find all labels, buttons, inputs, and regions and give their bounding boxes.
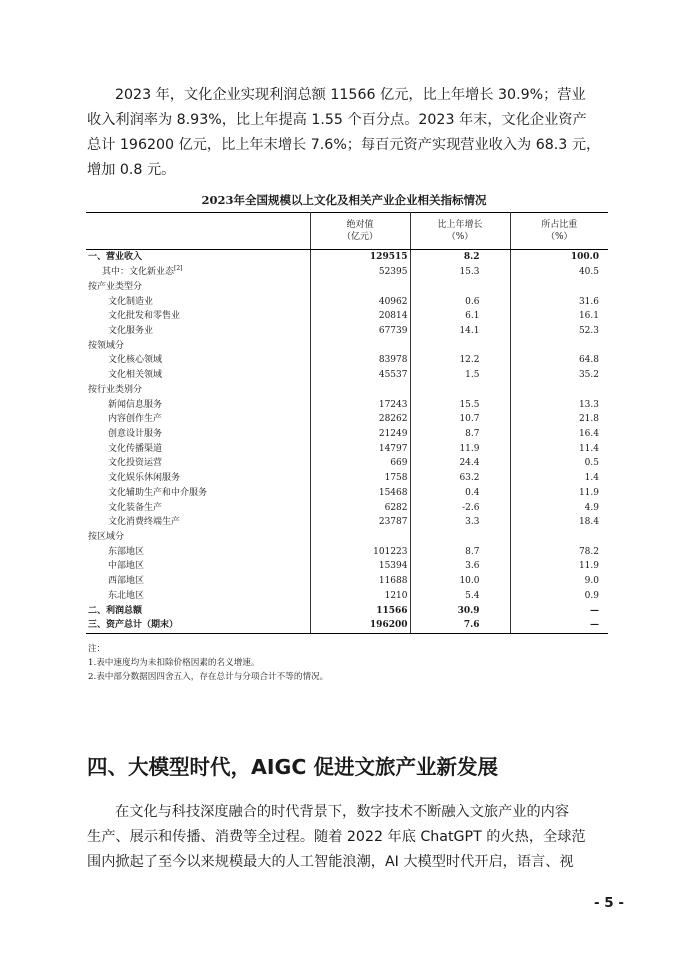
row-share: [510, 486, 608, 501]
intro-line: 总计 196200 亿元，比上年末增长 7.6%；每百元资产实现营业收入为 68.3 元，: [87, 137, 601, 153]
row-share: [510, 530, 608, 545]
row-value-text: 45537: [378, 370, 408, 381]
row-growth: [410, 309, 510, 324]
row-share: [510, 397, 608, 412]
row-share-text: 11.9: [578, 561, 599, 572]
row-value: [310, 589, 410, 604]
row-growth-text: 14.1: [459, 325, 480, 336]
table-row: [86, 486, 608, 501]
row-growth-text: 3.3: [465, 517, 480, 528]
row-growth-text: 24.4: [459, 458, 480, 469]
row-growth: [410, 250, 510, 265]
row-growth-text: 3.6: [465, 561, 480, 572]
header-share-unit: （%）: [545, 232, 573, 242]
row-share-text: 40.5: [578, 267, 599, 278]
row-value: [310, 397, 410, 412]
row-growth: [410, 338, 510, 353]
row-label: [86, 618, 310, 633]
row-growth: [410, 382, 510, 397]
row-share-text: 9.0: [584, 576, 599, 587]
table-row: [86, 265, 608, 280]
table-notes: [88, 642, 328, 684]
row-value-text: 6282: [384, 502, 408, 513]
row-label: [86, 559, 310, 574]
row-label-text: 按区域分: [88, 532, 125, 543]
row-share: [510, 265, 608, 280]
row-label-text: 文化传播渠道: [108, 443, 163, 454]
row-label-text: 文化投资运营: [108, 458, 163, 469]
row-growth-text: 11.9: [459, 443, 480, 454]
row-label: [86, 265, 310, 280]
table-row: [86, 544, 608, 559]
row-share-text: 31.6: [578, 296, 599, 307]
row-growth-text: 8.7: [465, 428, 480, 439]
row-label: [86, 368, 310, 383]
row-label-text: 三、资产总计（期末）: [88, 620, 179, 631]
row-share-text: —: [590, 620, 599, 631]
row-share-text: 21.8: [578, 414, 599, 425]
table-title: 2023年全国规模以上文化及相关产业企业相关指标情况: [201, 193, 487, 207]
row-growth-text: 15.5: [459, 399, 480, 410]
row-growth: [410, 441, 510, 456]
row-share-text: 52.3: [578, 325, 599, 336]
row-share: [510, 338, 608, 353]
table-body: [86, 250, 608, 634]
table-row: [86, 309, 608, 324]
header-growth-col: [410, 213, 510, 250]
table-row: [86, 471, 608, 486]
row-value-text: 669: [390, 458, 408, 469]
row-value-text: 129515: [369, 252, 408, 263]
row-share: [510, 500, 608, 515]
header-value-col: [310, 213, 410, 250]
row-value: [310, 338, 410, 353]
header-growth-title: 比上年增长: [437, 220, 483, 230]
row-share: [510, 603, 608, 618]
row-label-text: 文化服务业: [108, 325, 154, 336]
row-growth-text: 6.1: [465, 311, 480, 322]
row-growth: [410, 279, 510, 294]
page-number: - 5 -: [594, 895, 624, 911]
row-share: [510, 250, 608, 265]
row-share: [510, 589, 608, 604]
row-value-text: 20814: [378, 311, 408, 322]
row-value-text: 11566: [376, 605, 408, 616]
note-item: 1.表中速度均为未扣除价格因素的名义增速。: [88, 658, 260, 668]
table-row: [86, 500, 608, 515]
row-label-text: 新闻信息服务: [108, 399, 163, 410]
row-value: [310, 515, 410, 530]
row-growth: [410, 603, 510, 618]
row-label: [86, 324, 310, 339]
table-row: [86, 589, 608, 604]
table-row: [86, 456, 608, 471]
row-label: [86, 397, 310, 412]
row-value-text: 15468: [378, 487, 408, 498]
row-label: [86, 309, 310, 324]
row-label-text: 其中：文化新业态: [102, 267, 175, 278]
row-value: [310, 500, 410, 515]
intro-line: 收入利润率为 8.93%，比上年提高 1.55 个百分点。2023 年末，文化企业资产: [87, 112, 587, 128]
row-value-text: 11688: [378, 576, 408, 587]
row-label: [86, 250, 310, 265]
row-label: [86, 486, 310, 501]
row-growth: [410, 471, 510, 486]
row-label-text: 东北地区: [108, 590, 145, 601]
body-line: 生产、展示和传播、消费等全过程。随着 2022 年底 ChatGPT 的火热，全球范: [87, 829, 586, 845]
row-growth: [410, 368, 510, 383]
table-row: [86, 574, 608, 589]
row-label: [86, 500, 310, 515]
row-value-text: 23787: [378, 517, 408, 528]
row-value: [310, 353, 410, 368]
row-label-text: 文化相关领域: [108, 370, 163, 381]
row-label: [86, 471, 310, 486]
table-row: [86, 250, 608, 265]
row-share: [510, 279, 608, 294]
header-label-col: [86, 213, 310, 250]
header-value-title: 绝对值: [346, 220, 374, 230]
row-label-text: 中部地区: [108, 561, 145, 572]
row-label-text: 东部地区: [108, 546, 145, 557]
notes-heading: 注：: [88, 644, 106, 654]
row-share-text: 11.9: [578, 487, 599, 498]
row-share-text: 35.2: [578, 370, 599, 381]
row-share: [510, 441, 608, 456]
row-label-text: 文化制造业: [108, 296, 154, 307]
row-share-text: 100.0: [570, 252, 599, 263]
row-label: [86, 574, 310, 589]
table-row: [86, 397, 608, 412]
row-value-text: 40962: [378, 296, 408, 307]
row-share-text: 0.5: [584, 458, 599, 469]
row-share: [510, 515, 608, 530]
row-value-text: 101223: [373, 546, 408, 557]
row-value: [310, 559, 410, 574]
row-growth-text: -2.6: [462, 502, 480, 513]
row-growth: [410, 412, 510, 427]
row-growth: [410, 515, 510, 530]
row-label-text: 按领域分: [88, 340, 125, 351]
row-label: [86, 294, 310, 309]
table-row: [86, 530, 608, 545]
row-value-text: 17243: [378, 399, 408, 410]
intro-line: 2023 年，文化企业实现利润总额 11566 亿元，比上年增长 30.9%；营业: [115, 87, 586, 103]
row-growth: [410, 294, 510, 309]
row-label-text: 按产业类型分: [88, 281, 143, 292]
row-value: [310, 265, 410, 280]
row-growth-text: 0.6: [465, 296, 480, 307]
row-growth-text: 5.4: [465, 590, 480, 601]
row-value: [310, 530, 410, 545]
row-share-text: 11.4: [578, 443, 599, 454]
row-value-text: 1758: [384, 473, 408, 484]
row-label-text: 按行业类别分: [88, 384, 143, 395]
row-growth: [410, 324, 510, 339]
row-growth-text: 7.6: [463, 620, 480, 631]
row-share-text: 78.2: [578, 546, 599, 557]
row-share-text: 16.1: [578, 311, 599, 322]
row-growth-text: 12.2: [459, 355, 480, 366]
intro-line: 增加 0.8 元。: [87, 162, 176, 178]
row-label: [86, 279, 310, 294]
note-item: 2.表中部分数据因四舍五入，存在总计与分项合计不等的情况。: [88, 672, 329, 682]
table-row: [86, 603, 608, 618]
table-row: [86, 294, 608, 309]
row-value-text: 196200: [369, 620, 408, 631]
row-label-text: 文化娱乐休闲服务: [108, 473, 181, 484]
row-value: [310, 309, 410, 324]
row-growth: [410, 618, 510, 633]
row-value: [310, 382, 410, 397]
table-header-row: [86, 213, 608, 250]
row-label: [86, 338, 310, 353]
table-row: [86, 427, 608, 442]
row-value-text: 28262: [378, 414, 408, 425]
row-label-text: 创意设计服务: [108, 428, 163, 439]
row-growth-text: 8.7: [465, 546, 480, 557]
row-share-text: 0.9: [584, 590, 599, 601]
row-value: [310, 486, 410, 501]
row-share-text: 18.4: [578, 517, 599, 528]
row-share-text: 4.9: [584, 502, 599, 513]
header-growth-unit: （%）: [446, 232, 474, 242]
table-row: [86, 324, 608, 339]
header-share-title: 所占比重: [541, 220, 578, 230]
row-share: [510, 456, 608, 471]
table-row: [86, 368, 608, 383]
row-label-text: 二、利润总额: [88, 605, 143, 616]
row-value: [310, 471, 410, 486]
row-share: [510, 368, 608, 383]
row-value: [310, 294, 410, 309]
footnote-marker: [2]: [174, 265, 183, 273]
row-value-text: 14797: [378, 443, 408, 454]
row-label: [86, 427, 310, 442]
row-share: [510, 382, 608, 397]
row-value: [310, 427, 410, 442]
row-share-text: 64.8: [578, 355, 599, 366]
row-value-text: 21249: [378, 428, 408, 439]
table-row: [86, 441, 608, 456]
row-share-text: 16.4: [578, 428, 599, 439]
header-value-unit: （亿元）: [341, 232, 378, 242]
row-value: [310, 279, 410, 294]
row-label: [86, 456, 310, 471]
row-growth: [410, 427, 510, 442]
row-label-text: 一、营业收入: [88, 252, 143, 263]
row-value-text: 1210: [384, 590, 408, 601]
header-share-col: [510, 213, 608, 250]
row-value-text: 67739: [378, 325, 408, 336]
row-label: [86, 412, 310, 427]
section-heading: 四、大模型时代，AIGC 促进文旅产业新发展: [87, 755, 498, 779]
intro-paragraph: [87, 83, 607, 183]
table-row: [86, 279, 608, 294]
row-label-text: 文化装备生产: [108, 502, 163, 513]
indicator-table: [86, 212, 608, 634]
row-value-text: 83978: [378, 355, 408, 366]
table-row: [86, 618, 608, 633]
body-paragraph: [87, 800, 607, 875]
table-row: [86, 515, 608, 530]
row-value: [310, 324, 410, 339]
row-share: [510, 309, 608, 324]
row-growth: [410, 456, 510, 471]
row-label-text: 文化批发和零售业: [108, 311, 181, 322]
row-growth: [410, 353, 510, 368]
row-share: [510, 412, 608, 427]
row-label: [86, 515, 310, 530]
row-label: [86, 353, 310, 368]
row-value: [310, 412, 410, 427]
row-growth: [410, 559, 510, 574]
row-share-text: —: [590, 605, 599, 616]
row-value-text: 52395: [378, 267, 408, 278]
row-share: [510, 618, 608, 633]
row-label-text: 文化辅助生产和中介服务: [108, 487, 208, 498]
row-label: [86, 544, 310, 559]
row-value: [310, 368, 410, 383]
row-value: [310, 456, 410, 471]
row-growth-text: 63.2: [459, 473, 480, 484]
row-growth: [410, 530, 510, 545]
row-label: [86, 441, 310, 456]
row-share: [510, 544, 608, 559]
table-row: [86, 353, 608, 368]
row-label-text: 文化核心领域: [108, 355, 163, 366]
row-growth: [410, 397, 510, 412]
row-label-text: 文化消费终端生产: [108, 517, 181, 528]
row-growth-text: 10.0: [459, 576, 480, 587]
row-growth: [410, 544, 510, 559]
row-value: [310, 603, 410, 618]
row-value: [310, 574, 410, 589]
row-value: [310, 250, 410, 265]
table-row: [86, 338, 608, 353]
row-value: [310, 618, 410, 633]
body-line: 围内掀起了至今以来规模最大的人工智能浪潮，AI 大模型时代开启，语言、视: [87, 854, 574, 870]
row-growth-text: 1.5: [465, 370, 480, 381]
row-label: [86, 382, 310, 397]
table-row: [86, 382, 608, 397]
row-share-text: 1.4: [584, 473, 599, 484]
row-growth: [410, 589, 510, 604]
row-label-text: 内容创作生产: [108, 414, 163, 425]
table-row: [86, 412, 608, 427]
row-share-text: 13.3: [578, 399, 599, 410]
row-share: [510, 353, 608, 368]
body-line: 在文化与科技深度融合的时代背景下，数字技术不断融入文旅产业的内容: [115, 804, 570, 820]
row-label: [86, 589, 310, 604]
row-label-text: 西部地区: [108, 576, 145, 587]
row-growth-text: 0.4: [465, 487, 480, 498]
row-growth-text: 15.3: [459, 267, 480, 278]
row-share: [510, 324, 608, 339]
row-share: [510, 471, 608, 486]
row-growth: [410, 486, 510, 501]
row-share: [510, 427, 608, 442]
row-value: [310, 441, 410, 456]
row-growth: [410, 265, 510, 280]
row-label: [86, 530, 310, 545]
row-growth: [410, 500, 510, 515]
table-row: [86, 559, 608, 574]
row-share: [510, 294, 608, 309]
row-label: [86, 603, 310, 618]
row-value: [310, 544, 410, 559]
row-value-text: 15394: [378, 561, 408, 572]
row-growth-text: 10.7: [459, 414, 480, 425]
row-growth: [410, 574, 510, 589]
row-share: [510, 559, 608, 574]
row-share: [510, 574, 608, 589]
row-growth-text: 8.2: [463, 252, 480, 263]
row-growth-text: 30.9: [457, 605, 480, 616]
